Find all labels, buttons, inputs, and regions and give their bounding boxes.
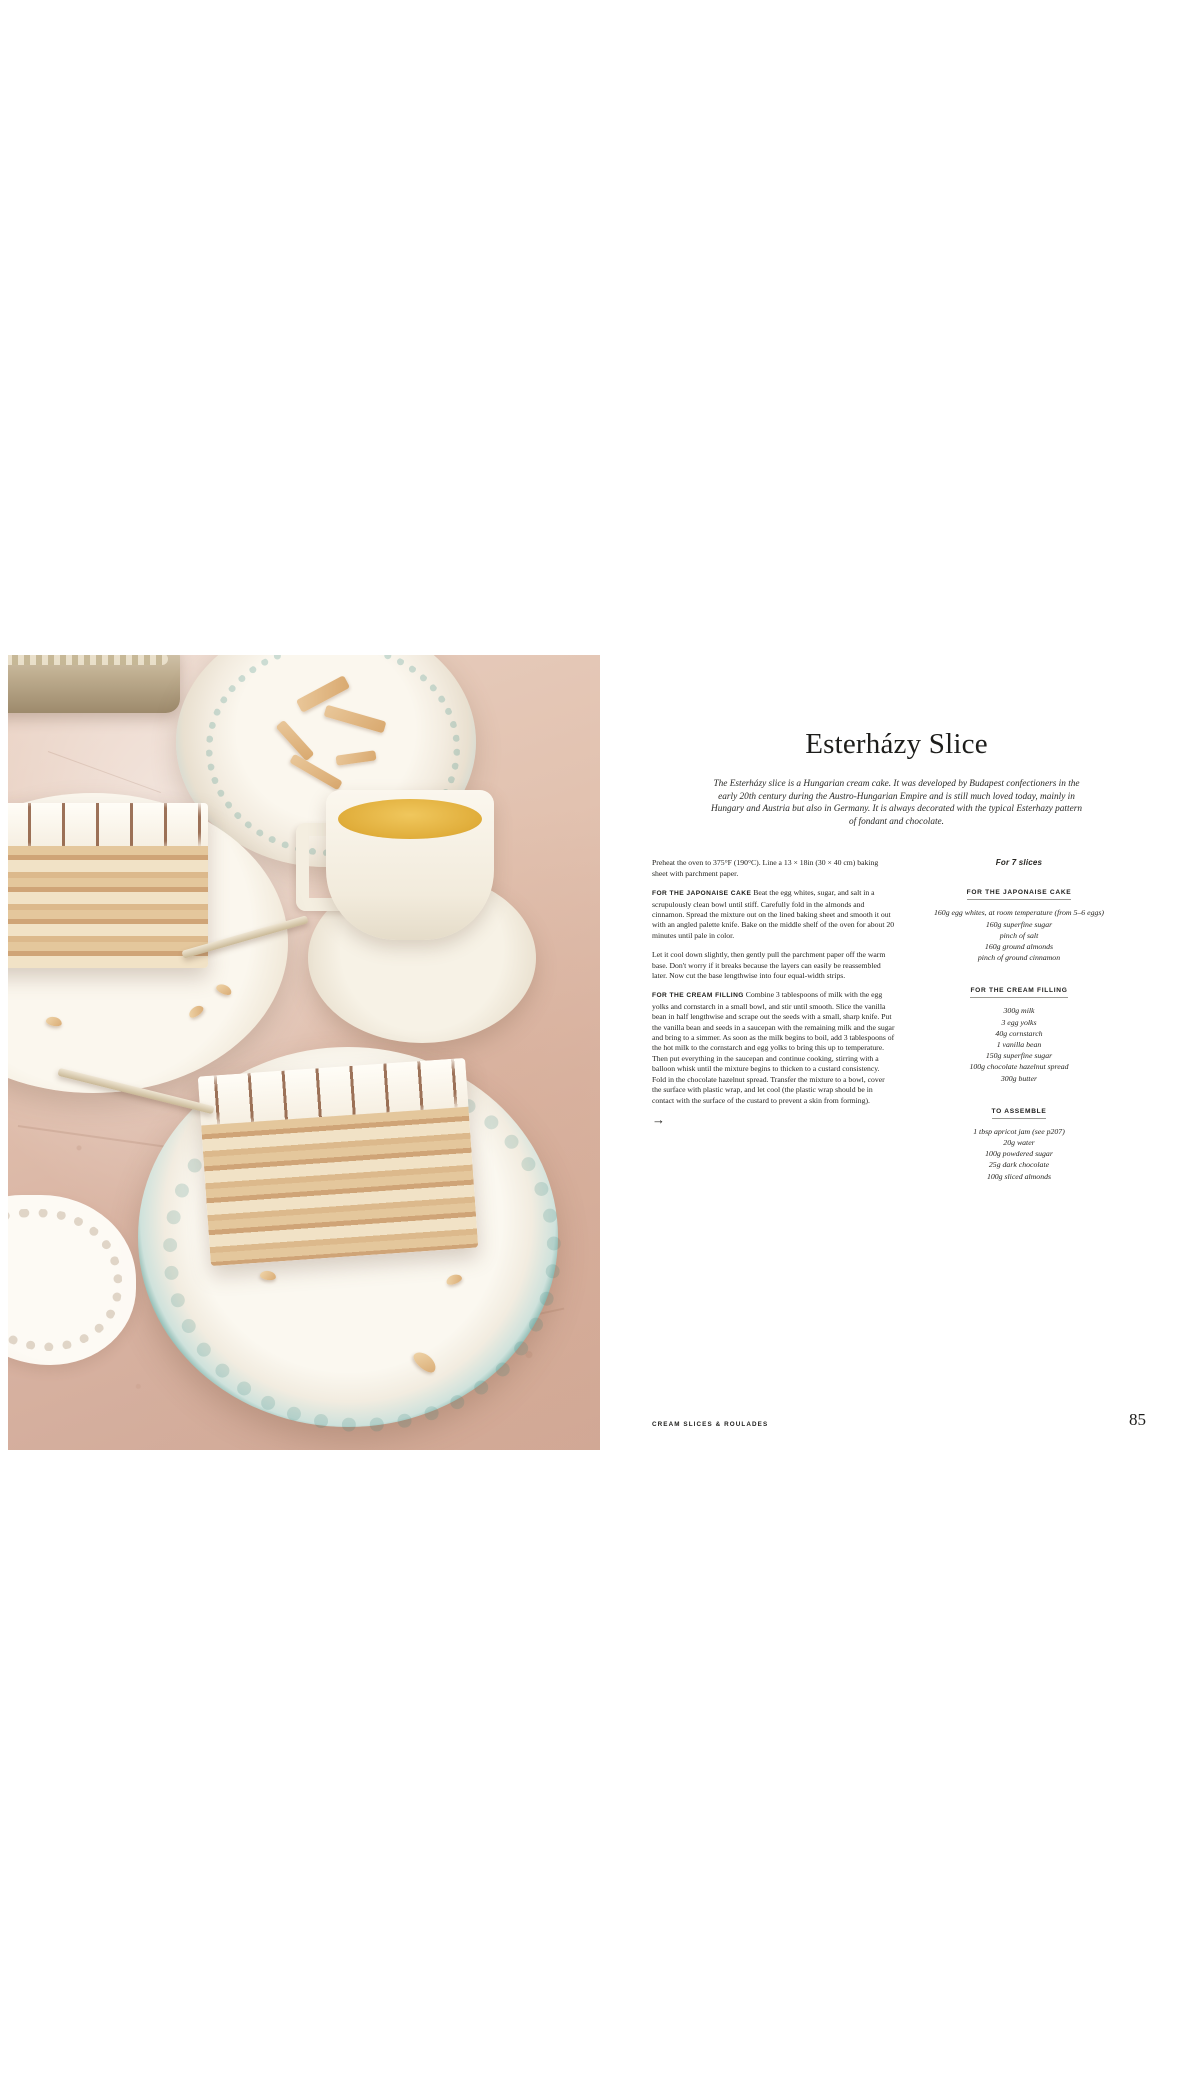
ingredients-column bbox=[921, 858, 1117, 1197]
continuation-arrow-icon: → bbox=[652, 1111, 665, 1127]
page-footer bbox=[652, 1411, 1146, 1428]
method-lead-in: FOR THE JAPONAISE CAKE bbox=[652, 890, 752, 898]
ingredient-list bbox=[921, 907, 1117, 963]
list-item: 3 egg yolks bbox=[1001, 1017, 1037, 1027]
method-text: Preheat the oven to 375°F (190°C). Line a 13 × 18in (30 × 40 cm) baking sheet with parchment paper. bbox=[652, 858, 879, 878]
ingredient-list bbox=[921, 1126, 1117, 1182]
tea-liquid bbox=[338, 799, 482, 839]
recipe-text-page bbox=[600, 655, 1193, 1450]
method-lead-in: FOR THE CREAM FILLING bbox=[652, 992, 744, 1000]
content-columns bbox=[600, 858, 1193, 1197]
method-text: Let it cool down slightly, then gently pull the parchment paper off the warm base. Don't worry if it breaks because the layers can easily be reassembled later. Now cut the base lengthwise into four equal-width strips. bbox=[652, 950, 886, 981]
method-paragraph bbox=[652, 858, 895, 879]
ingredient-group bbox=[921, 881, 1117, 963]
surface-crack bbox=[48, 751, 161, 793]
page-number: 85 bbox=[1129, 1410, 1146, 1429]
list-item: 300g milk bbox=[1003, 1006, 1035, 1016]
wafer-crumb bbox=[289, 754, 342, 791]
method-column bbox=[652, 858, 895, 1197]
lace-doily bbox=[8, 1195, 136, 1365]
wafer-crumb bbox=[296, 675, 350, 713]
list-item: 160g superfine sugar bbox=[985, 919, 1053, 929]
page-title: Esterházy Slice bbox=[805, 728, 988, 760]
list-item: 100g chocolate hazelnut spread bbox=[969, 1062, 1069, 1072]
list-item: 160g egg whites, at room temperature (from 5–6 eggs) bbox=[934, 908, 1104, 918]
book-spread bbox=[8, 655, 1193, 1450]
recipe-photo bbox=[8, 655, 600, 1450]
list-item: pinch of salt bbox=[999, 930, 1039, 940]
list-item: 40g cornstarch bbox=[995, 1028, 1043, 1038]
method-text: Combine 3 tablespoons of milk with the egg yolks and cornstarch in a small bowl, and stir until smooth. Slice the vanilla bean in half lengthwise and scrape out the seeds with a small, sharp knife. Put the vanilla bean and seeds in a saucepan with the remaining milk and the sugar and bring to a simmer. As soon as the milk begins to boil, add 3 tablespoons of the hot milk to the cornstarch and egg yolks to bring this up to temperature. Then put everything in the saucepan and continue cooking, stirring with a balloon whisk until the mixture begins to thicken to a custard consistency. Fold in the chocolate hazelnut spread. Transfer the mixture to a bowl, cover the surface with plastic wrap, and let cool (the plastic wrap should be in contact with the surface of the custard to prevent a skin from forming). bbox=[652, 990, 895, 1105]
list-item: 160g ground almonds bbox=[984, 941, 1054, 951]
list-item: 300g butter bbox=[1000, 1073, 1038, 1083]
list-item: 100g powdered sugar bbox=[985, 1149, 1053, 1159]
running-head: CREAM SLICES & ROULADES bbox=[652, 1421, 769, 1428]
method-text: Beat the egg whites, sugar, and salt in a scrupulously clean bowl until stiff. Carefully fold in the almonds and cinnamon. Spread the mixture out on the lined baking sheet and smooth it out with an angled palette knife. Bake on the middle shelf of the oven for about 20 minutes until pale in color. bbox=[652, 888, 895, 940]
cake-slice-upper bbox=[8, 803, 208, 968]
cake-slice-lower bbox=[198, 1058, 479, 1266]
tea-cup bbox=[326, 790, 494, 940]
list-item: 1 tbsp apricot jam (see p207) bbox=[973, 1126, 1065, 1136]
wafer-crumb bbox=[335, 750, 376, 765]
fondant-icing bbox=[8, 803, 208, 846]
method-paragraph bbox=[652, 990, 895, 1105]
decorative-tray bbox=[8, 655, 180, 713]
list-item: 100g sliced almonds bbox=[986, 1171, 1052, 1181]
list-item: pinch of ground cinnamon bbox=[977, 953, 1061, 963]
ingredient-group bbox=[921, 979, 1117, 1083]
ingredient-group-heading: FOR THE CREAM FILLING bbox=[970, 987, 1067, 998]
serving-yield: For 7 slices bbox=[995, 858, 1043, 868]
ingredient-group bbox=[921, 1100, 1117, 1182]
list-item: 1 vanilla bean bbox=[996, 1040, 1042, 1049]
cake-layers bbox=[8, 846, 208, 968]
method-paragraph bbox=[652, 950, 895, 981]
ingredient-group-heading: FOR THE JAPONAISE CAKE bbox=[967, 889, 1072, 900]
cake-layers bbox=[201, 1107, 478, 1266]
wafer-crumb bbox=[324, 705, 387, 734]
ingredient-list bbox=[921, 1005, 1117, 1083]
list-item: 20g water bbox=[1003, 1138, 1035, 1148]
recipe-intro: The Esterházy slice is a Hungarian cream cake. It was developed by Budapest confectioners in the early 20th century during the Austro-Hungarian Empire and is still much loved today, mainly in Hungary and Austria but also in Germany. It is always decorated with the typical Esterhazy pattern of fondant and chocolate. bbox=[711, 779, 1082, 827]
method-paragraph bbox=[652, 888, 895, 941]
list-item: 25g dark chocolate bbox=[988, 1160, 1050, 1170]
ingredient-group-heading: TO ASSEMBLE bbox=[992, 1108, 1047, 1119]
list-item: 150g superfine sugar bbox=[985, 1051, 1053, 1061]
